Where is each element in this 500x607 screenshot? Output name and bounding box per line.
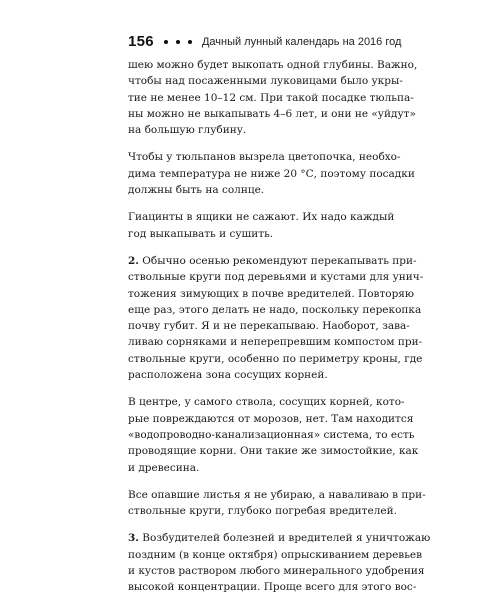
text-line: тожения зимующих в почве вредителей. Повторяю — [128, 287, 415, 300]
paragraph — [128, 149, 415, 198]
text-line: дима температура не ниже 20 °С, поэтому посадки — [128, 167, 415, 180]
text-line: В центре, у самого ствола, сосущих корней, кото- — [128, 396, 405, 409]
line-text: Обычно осенью рекомендуют перекапывать при- — [138, 254, 417, 267]
text-line: тие не менее 10–12 см. При такой посадке тюльпа- — [128, 91, 414, 104]
text-line: и кустов раствором любого минерального удобрения — [128, 565, 425, 578]
text-line: и древесина. — [128, 461, 200, 474]
text-line: почву губит. Я и не перекапываю. Наоборот, зава- — [128, 320, 410, 333]
page-number: 156 — [128, 33, 154, 50]
line-text: Возбудителей болезней и вредителей я уничтожаю — [138, 532, 431, 545]
running-title: Дачный лунный календарь на 2016 год — [201, 35, 402, 48]
item-number: 3. — [128, 532, 139, 545]
text-line: чтобы над посаженными луковицами было укры- — [128, 75, 403, 88]
text-line: проводящие корни. Они такие же зимостойкие, как — [128, 445, 419, 458]
header-dots-divider — [164, 40, 192, 44]
page-body-text — [128, 57, 431, 607]
dot-icon — [176, 40, 180, 44]
text-line — [128, 253, 417, 269]
paragraph — [128, 57, 418, 138]
paragraph — [128, 530, 431, 595]
page-header — [128, 33, 401, 50]
text-line: на большую глубину. — [128, 124, 247, 137]
text-line: еще раз, этого делать не надо, поскольку перекопка — [128, 303, 422, 316]
text-line: Все опавшие листья я не убираю, а наваливаю в при- — [128, 488, 426, 501]
text-line: ны можно не выкапывать 4–6 лет, и они не «уйдут» — [128, 107, 416, 120]
dot-icon — [164, 40, 168, 44]
text-line: ливаю сорняками и неперепревшим компостом при- — [128, 336, 423, 349]
paragraph — [128, 487, 426, 520]
text-line: высокой концентрации. Проще всего для этого вос- — [128, 581, 417, 594]
text-line: Гиацинты в ящики не сажают. Их надо каждый — [128, 211, 395, 224]
text-line: рые повреждаются от морозов, нет. Там находится — [128, 412, 414, 425]
paragraph — [128, 253, 424, 383]
text-line: ствольные круги, особенно по периметру кроны, где — [128, 352, 423, 365]
text-line: поздним (в конце октября) опрыскиванием деревьев — [128, 548, 423, 561]
text-line: ствольные круги под деревьями и кустами для унич- — [128, 271, 424, 284]
text-line — [128, 530, 431, 546]
dot-icon — [188, 40, 192, 44]
text-line: должны быть на солнце. — [128, 184, 265, 197]
item-number: 2. — [128, 254, 139, 267]
paragraph — [128, 209, 395, 242]
text-line: шею можно будет выкопать одной глубины. Важно, — [128, 59, 418, 71]
text-line: год выкапывать и сушить. — [128, 227, 274, 240]
text-line: Чтобы у тюльпанов вызрела цветопочка, необхо- — [128, 151, 401, 164]
paragraph — [128, 394, 419, 475]
text-line: «водопроводно-канализационная» система, то есть — [128, 428, 415, 441]
text-line: ствольные круги, глубоко погребая вредителей. — [128, 505, 397, 518]
text-line: расположена зона сосущих корней. — [128, 369, 328, 382]
